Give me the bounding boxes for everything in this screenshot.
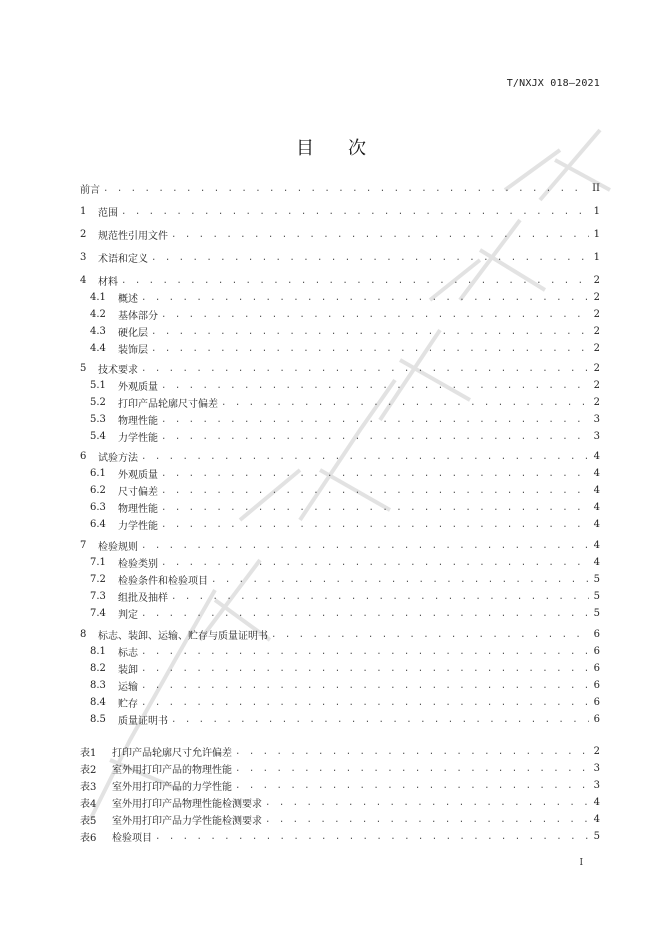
toc-entry-page: 3 [593, 414, 600, 425]
toc-entry-page: 5 [593, 591, 600, 602]
toc-entry-label: 外观质量 [118, 382, 158, 393]
table-entry-number: 表6 [80, 833, 97, 844]
toc-subentry[interactable] [90, 411, 600, 428]
toc-leader-dots [141, 664, 589, 674]
toc-entry-label: 运输 [118, 682, 138, 693]
toc-entry-label: 打印产品轮廓尺寸偏差 [118, 399, 218, 410]
toc-leader-dots [141, 452, 589, 462]
table-entry-page: 3 [593, 763, 600, 774]
toc-leader-dots [141, 364, 589, 374]
toc-subentry[interactable] [90, 588, 600, 605]
toc-leader-dots [221, 398, 589, 408]
toc-leader-dots [235, 781, 589, 791]
toc-entry-number: 4 [80, 275, 87, 286]
toc-entry-page: 4 [593, 519, 600, 530]
toc-entry-page: 2 [593, 292, 600, 303]
toc-subentry[interactable] [90, 289, 600, 306]
toc-entry-label: 组批及抽样 [118, 593, 168, 604]
toc-subentry[interactable] [90, 554, 600, 571]
table-entry-page: 4 [593, 814, 600, 825]
toc-entry-page: 2 [593, 309, 600, 320]
table-entry-number: 表1 [80, 748, 97, 759]
toc-entry-number: 8.5 [90, 714, 106, 725]
toc-subentry[interactable] [90, 394, 600, 411]
toc-subentry[interactable] [90, 323, 600, 340]
toc-entry-label: 检验类别 [118, 559, 158, 570]
toc-title [0, 134, 662, 160]
toc-entry-number: 4.2 [90, 309, 106, 320]
toc-leader-dots [161, 558, 589, 568]
toc-entry-page: 1 [593, 252, 600, 263]
toc-entry[interactable] [80, 249, 600, 266]
toc-leader-dots [235, 764, 589, 774]
toc-entry-label: 检验条件和检验项目 [118, 576, 208, 587]
toc-entry-label: 硬化层 [118, 328, 148, 339]
table-entry-number: 表5 [80, 816, 97, 827]
toc-entry-number: 7.3 [90, 591, 106, 602]
toc-leader-dots [161, 469, 589, 479]
toc-entry-page: 2 [593, 363, 600, 374]
toc-entry-foreword[interactable] [80, 180, 600, 197]
table-list-entry[interactable] [80, 794, 600, 811]
toc-leader-dots [141, 698, 589, 708]
toc-leader-dots [161, 486, 589, 496]
toc-leader-dots [265, 798, 589, 808]
toc-leader-dots [235, 747, 589, 757]
toc-entry-label: 材料 [98, 277, 118, 288]
toc-leader-dots [141, 541, 589, 551]
toc-entry-number: 7.2 [90, 574, 106, 585]
toc-entry-label: 装卸 [118, 665, 138, 676]
table-list-entry[interactable] [80, 743, 600, 760]
toc-entry-label: 标志 [118, 648, 138, 659]
toc-entry-label: 质量证明书 [118, 716, 168, 727]
toc-leader-dots [103, 184, 589, 194]
toc-entry-number: 8 [80, 629, 87, 640]
toc-entry[interactable] [80, 360, 600, 377]
toc-subentry[interactable] [90, 643, 600, 660]
table-entry-number: 表3 [80, 782, 97, 793]
toc-subentry[interactable] [90, 306, 600, 323]
toc-entry[interactable] [80, 448, 600, 465]
toc-entry-page: 6 [593, 714, 600, 725]
toc-entry-number: 7 [80, 540, 87, 551]
toc-entry-label: 前言 [80, 185, 100, 196]
toc-entry-label: 概述 [118, 294, 138, 305]
toc-entry-page: 2 [593, 397, 600, 408]
toc-entry-number: 8.1 [90, 646, 106, 657]
toc-entry-page: 5 [593, 608, 600, 619]
toc-entry-label: 力学性能 [118, 521, 158, 532]
toc-subentry[interactable] [90, 428, 600, 445]
toc-subentry[interactable] [90, 660, 600, 677]
toc-entry-label: 术语和定义 [98, 254, 148, 265]
toc-leader-dots [161, 520, 589, 530]
toc-subentry[interactable] [90, 465, 600, 482]
toc-leader-dots [211, 575, 589, 585]
toc-entry-page: 6 [593, 680, 600, 691]
toc-entry-number: 6.1 [90, 468, 106, 479]
toc-leader-dots [171, 715, 589, 725]
page-number: I [579, 858, 583, 868]
toc-entry[interactable] [80, 203, 600, 220]
toc-leader-dots [151, 344, 589, 354]
toc-entry-page: 6 [593, 629, 600, 640]
table-entry-label: 检验项目 [112, 833, 152, 844]
toc-leader-dots [265, 815, 589, 825]
toc-entry-number: 6.4 [90, 519, 106, 530]
toc-leader-dots [161, 381, 589, 391]
toc-entry-page: 4 [593, 468, 600, 479]
toc-entry[interactable] [80, 226, 600, 243]
toc-entry-number: 5.3 [90, 414, 106, 425]
toc-subentry[interactable] [90, 499, 600, 516]
toc-subentry[interactable] [90, 377, 600, 394]
toc-entry-page: 2 [593, 380, 600, 391]
toc-entry-number: 5.2 [90, 397, 106, 408]
toc-leader-dots [121, 207, 589, 217]
toc-entry-label: 技术要求 [98, 365, 138, 376]
table-list-entry[interactable] [80, 828, 600, 845]
toc-entry-page: 1 [593, 229, 600, 240]
toc-entry-number: 3 [80, 252, 87, 263]
table-list-entry[interactable] [80, 777, 600, 794]
toc-leader-dots [141, 293, 589, 303]
toc-entry-number: 8.2 [90, 663, 106, 674]
toc-leader-dots [151, 327, 589, 337]
toc-entry-page: 4 [593, 502, 600, 513]
toc-entry-label: 范围 [98, 208, 118, 219]
toc-leader-dots [141, 681, 589, 691]
toc-entry-page: 4 [593, 485, 600, 496]
toc-entry-page: 6 [593, 646, 600, 657]
toc-entry-label: 尺寸偏差 [118, 487, 158, 498]
toc-entry-page: 4 [593, 451, 600, 462]
toc-title-char-1: 目 [296, 138, 314, 159]
table-list-entry[interactable] [80, 760, 600, 777]
toc-subentry[interactable] [90, 677, 600, 694]
toc-entry-page: 1 [593, 206, 600, 217]
toc-subentry[interactable] [90, 694, 600, 711]
toc-subentry[interactable] [90, 340, 600, 357]
toc-entry-number: 6.2 [90, 485, 106, 496]
toc-entry-label: 物理性能 [118, 416, 158, 427]
toc-entry[interactable] [80, 626, 600, 643]
toc-entry-page: 3 [593, 431, 600, 442]
toc-entry-number: 4.4 [90, 343, 106, 354]
toc-entry-number: 2 [80, 229, 87, 240]
table-entry-number: 表4 [80, 799, 97, 810]
toc-entry-number: 4.3 [90, 326, 106, 337]
toc-leader-dots [171, 592, 589, 602]
toc-entry-label: 规范性引用文件 [98, 231, 168, 242]
toc-entry-page: 5 [593, 574, 600, 585]
toc-leader-dots [171, 230, 589, 240]
table-entry-page: 4 [593, 797, 600, 808]
toc-subentry[interactable] [90, 711, 600, 728]
toc-entry-number: 5.4 [90, 431, 106, 442]
toc-leader-dots [161, 415, 589, 425]
table-entry-page: 3 [593, 780, 600, 791]
table-entry-number: 表2 [80, 765, 97, 776]
document-code: T/NXJX 018—2021 [506, 78, 600, 89]
toc-leader-dots [151, 253, 589, 263]
table-entry-page: 5 [593, 831, 600, 842]
toc-entry[interactable] [80, 272, 600, 289]
toc-entry-label: 试验方法 [98, 453, 138, 464]
toc-entry-number: 7.1 [90, 557, 106, 568]
toc-leader-dots [155, 832, 589, 842]
table-entry-label: 室外用打印产品力学性能检测要求 [112, 816, 262, 827]
table-entry-label: 室外用打印产品的物理性能 [112, 765, 232, 776]
toc-subentry[interactable] [90, 605, 600, 622]
toc-title-char-2: 次 [348, 138, 366, 159]
toc-subentry[interactable] [90, 482, 600, 499]
toc-subentry[interactable] [90, 516, 600, 533]
toc-entry-page: 2 [593, 343, 600, 354]
toc-entry-number: 5.1 [90, 380, 106, 391]
toc-entry-label: 检验规则 [98, 542, 138, 553]
toc-entry-page: 2 [593, 326, 600, 337]
toc-entry-number: 7.4 [90, 608, 106, 619]
table-entry-label: 室外用打印产品物理性能检测要求 [112, 799, 262, 810]
toc-entry-page: II [592, 183, 600, 194]
toc-entry-label: 基体部分 [118, 311, 158, 322]
toc-entry-page: 6 [593, 663, 600, 674]
table-list-entry[interactable] [80, 811, 600, 828]
table-entry-label: 室外用打印产品的力学性能 [112, 782, 232, 793]
toc-leader-dots [161, 310, 589, 320]
toc-entry-label: 标志、装卸、运输、贮存与质量证明书 [98, 631, 268, 642]
toc-entry-number: 6 [80, 451, 87, 462]
toc-entry-number: 8.4 [90, 697, 106, 708]
toc-entry-label: 力学性能 [118, 433, 158, 444]
toc-entry-label: 物理性能 [118, 504, 158, 515]
toc-entry-page: 4 [593, 557, 600, 568]
toc-entry[interactable] [80, 537, 600, 554]
table-entry-page: 2 [593, 746, 600, 757]
toc-entry-number: 5 [80, 363, 87, 374]
toc-leader-dots [271, 630, 589, 640]
toc-entry-label: 外观质量 [118, 470, 158, 481]
toc-entry-label: 装饰层 [118, 345, 148, 356]
table-entry-label: 打印产品轮廓尺寸允许偏差 [112, 748, 232, 759]
toc-leader-dots [121, 276, 589, 286]
toc-entry-number: 4.1 [90, 292, 106, 303]
toc-entry-page: 2 [593, 275, 600, 286]
toc-entry-page: 6 [593, 697, 600, 708]
toc-leader-dots [141, 609, 589, 619]
toc-entry-number: 6.3 [90, 502, 106, 513]
toc-subentry[interactable] [90, 571, 600, 588]
toc-entry-page: 4 [593, 540, 600, 551]
toc-entry-number: 8.3 [90, 680, 106, 691]
toc-leader-dots [141, 647, 589, 657]
toc-entry-label: 贮存 [118, 699, 138, 710]
toc-entry-label: 判定 [118, 610, 138, 621]
toc-leader-dots [161, 432, 589, 442]
toc-leader-dots [161, 503, 589, 513]
toc-entry-number: 1 [80, 206, 87, 217]
